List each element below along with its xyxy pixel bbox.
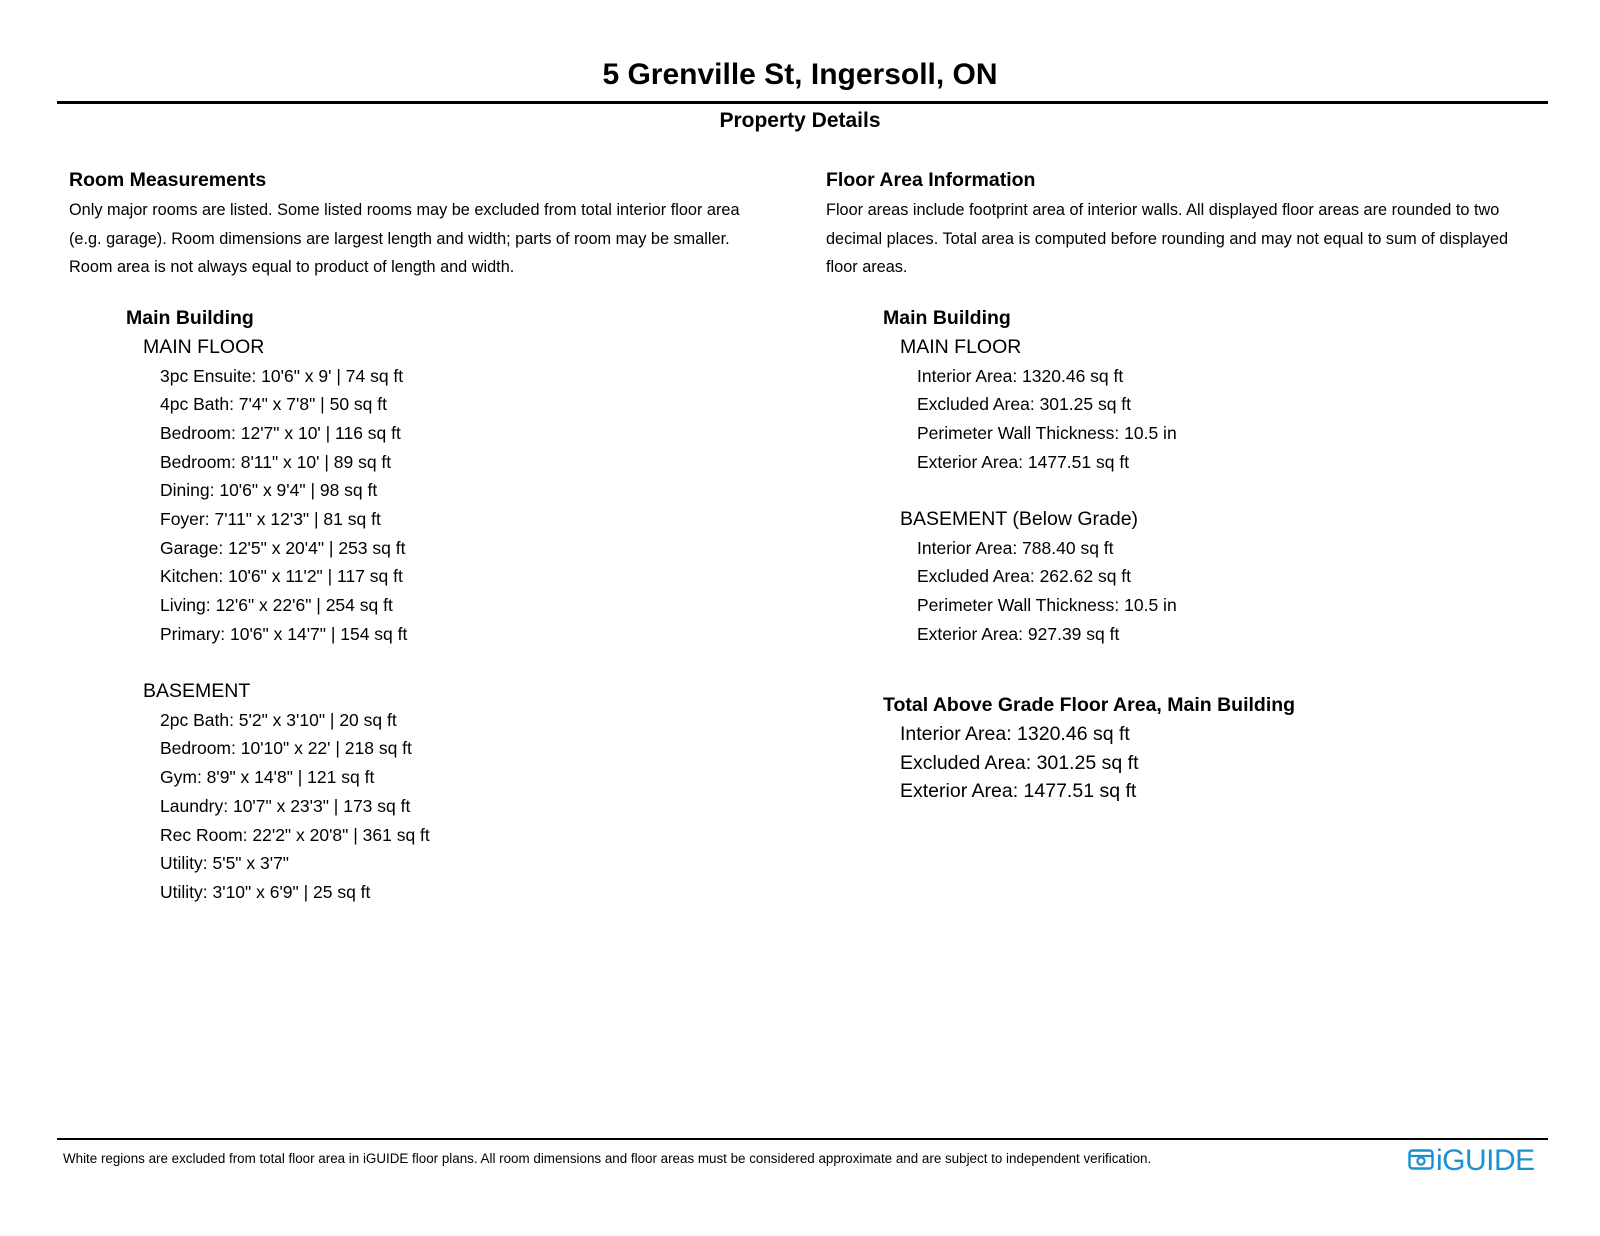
floor-area-section [826, 164, 1556, 806]
list-item: Interior Area: 1320.46 sq ft [900, 723, 1130, 746]
list-item: Exterior Area: 1477.51 sq ft [900, 780, 1137, 803]
room-floor-main: MAIN FLOOR [143, 335, 265, 358]
list-item: Excluded Area: 262.62 sq ft [917, 566, 1132, 587]
floor-area-description: Floor areas include footprint area of interior walls. All displayed floor areas are rounded to two decimal places. Total area is computed before rounding and may not equal to sum of displayed floor areas. [826, 201, 1509, 277]
area-floor-main: MAIN FLOOR [900, 335, 1022, 358]
page-subtitle: Property Details [719, 109, 881, 132]
list-item: Living: 12'6" x 22'6" | 254 sq ft [160, 595, 393, 616]
list-item: Perimeter Wall Thickness: 10.5 in [917, 422, 1177, 443]
footer-divider [57, 1138, 1548, 1140]
room-building-title: Main Building [126, 307, 254, 330]
list-item: 3pc Ensuite: 10'6" x 9' | 74 sq ft [160, 365, 404, 386]
total-area-list [900, 720, 1556, 806]
list-item: Foyer: 7'11" x 12'3" | 81 sq ft [160, 508, 381, 529]
list-item: Utility: 3'10" x 6'9" | 25 sq ft [160, 881, 371, 902]
camera-icon [1408, 1146, 1434, 1177]
area-floor-basement: BASEMENT (Below Grade) [900, 507, 1139, 530]
list-item: 2pc Bath: 5'2" x 3'10" | 20 sq ft [160, 709, 397, 730]
room-floor-basement: BASEMENT [143, 680, 251, 703]
list-item: Excluded Area: 301.25 sq ft [900, 751, 1139, 774]
header-divider [57, 101, 1548, 104]
list-item: 4pc Bath: 7'4" x 7'8" | 50 sq ft [160, 394, 387, 415]
room-list-basement [160, 706, 789, 907]
list-item: Rec Room: 22'2" x 20'8" | 361 sq ft [160, 824, 430, 845]
logo-text: iGUIDE [1436, 1144, 1535, 1177]
room-measurements-section [69, 164, 789, 907]
list-item: Bedroom: 10'10" x 22' | 218 sq ft [160, 738, 412, 759]
list-item: Gym: 8'9" x 14'8" | 121 sq ft [160, 767, 375, 788]
total-area-title: Total Above Grade Floor Area, Main Building [883, 694, 1296, 717]
list-item: Dining: 10'6" x 9'4" | 98 sq ft [160, 480, 378, 501]
area-list-basement [917, 534, 1556, 649]
list-item: Utility: 5'5" x 3'7" [160, 853, 290, 874]
area-building-title: Main Building [883, 307, 1011, 330]
list-item: Exterior Area: 927.39 sq ft [917, 623, 1120, 644]
room-list-main-floor [160, 362, 789, 649]
iguide-logo [1408, 1144, 1535, 1178]
list-item: Perimeter Wall Thickness: 10.5 in [917, 595, 1177, 616]
page-title: 5 Grenville St, Ingersoll, ON [602, 58, 998, 91]
list-item: Bedroom: 8'11" x 10' | 89 sq ft [160, 451, 392, 472]
list-item: Laundry: 10'7" x 23'3" | 173 sq ft [160, 795, 411, 816]
list-item: Interior Area: 1320.46 sq ft [917, 365, 1124, 386]
area-building-group [883, 304, 1556, 806]
list-item: Exterior Area: 1477.51 sq ft [917, 451, 1130, 472]
footer-note: White regions are excluded from total floor area in iGUIDE floor plans. All room dimensions and floor areas must be considered approximate and are subject to independent verification. [63, 1151, 1152, 1166]
list-item: Kitchen: 10'6" x 11'2" | 117 sq ft [160, 566, 403, 587]
list-item: Excluded Area: 301.25 sq ft [917, 394, 1132, 415]
list-item: Primary: 10'6" x 14'7" | 154 sq ft [160, 623, 408, 644]
list-item: Garage: 12'5" x 20'4" | 253 sq ft [160, 537, 406, 558]
room-building-group [126, 304, 789, 906]
area-list-main-floor [917, 362, 1556, 477]
room-measurements-title: Room Measurements [69, 169, 267, 191]
list-item: Interior Area: 788.40 sq ft [917, 537, 1114, 558]
list-item: Bedroom: 12'7" x 10' | 116 sq ft [160, 422, 401, 443]
floor-area-title: Floor Area Information [826, 169, 1036, 191]
room-measurements-description: Only major rooms are listed. Some listed rooms may be excluded from total interior floor area (e.g. garage). Room dimensions are largest length and width; parts of room may be smaller. Room area is not always equal to product of length and width. [69, 201, 740, 277]
